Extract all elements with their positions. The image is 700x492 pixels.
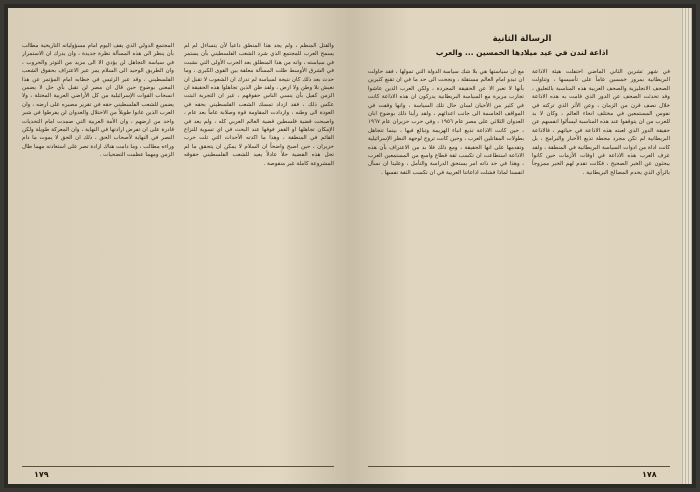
right-column-text-2: مع ان سياستها هي بلا شك سياسة الدولة التي تمولها ، فقد حاولت ان تبدو امام العالم مستقلة ، ونجحت الى حد ما في ان تقنع كثيرين بأنها لا تعبر الا عن الحقيقة المجردة ، ولكن العرب الذين عاشوا تجارب مريرة مع السياسة البريطانية يدركون ان هذه الاذاعة كانت في كثير من الأحيان لسان حال تلك السياسة ، وانها وقفت في المواقف الحاسمة الى جانب اعدائهم ، ولقد رأينا ذلك بوضوح ابان العدوان الثلاثي على مصر عام ١٩٥٦ ، وفي حرب حزيران عام ١٩٦٧ ، حين كانت الاذاعة تذيع انباء الهزيمة وتبالغ فيها ، بينما تتجاهل بطولات المقاتلين العرب ، وحين كانت تروج لوجهة النظر الإسرائيلية وتقدمها على انها الحقيقة ، ومع ذلك فلا بد من الاعتراف بأن هذه الاذاعة استطاعت ان تكسب ثقة قطاع واسع من المستمعين العرب ، وهذا في حد ذاته امر يستحق الدراسة والتأمل ، وعلينا ان نسأل انفسنا لماذا فشلت اذاعاتنا العربية في ان تكسب الثقة نفسها . <box>368 69 524 176</box>
left-page-column-left <box>22 42 174 454</box>
chapter-subtitle: اذاعة لندن في عيد ميلادها الخمسين ... والعرب <box>435 48 609 57</box>
right-footer-rule <box>368 466 670 467</box>
left-footer-rule <box>22 466 334 467</box>
left-column-text-2: المجتمع الدولي الذي يقف اليوم امام مسؤولياته التاريخية مطالب بأن ينظر الى هذه المسألة نظرة جديدة ، وان يدرك ان الاستمرار في سياسة التجاهل لن يؤدي الا الى مزيد من التوتر والحروب ، وان الطريق الوحيد الى السلام يمر عبر الاعتراف بحقوق الشعب الفلسطيني ، وقد عبر الرئيس في خطابه امام المؤتمر عن هذا المعنى بوضوح حين قال ان مصر لن تقبل بأي حل لا يضمن انسحاب القوات الإسرائيلية من كل الأراضي العربية المحتلة ، ولا يضمن للشعب الفلسطيني حقه في تقرير مصيره على ارضه ، وان العرب الذين عانوا طويلاً من الاحتلال والعدوان لن يفرطوا في شبر واحد من ارضهم ، وان الأمة العربية التي صمدت امام التحديات قادرة على ان تفرض ارادتها في النهاية ، وان المعركة طويلة ولكن النصر في النهاية لأصحاب الحق ، ذلك ان الحق لا يموت ما دام وراءه مطالب ، وما دامت هناك ارادة تصر على استعادته مهما طال الزمن ومهما عظمت التضحيات . <box>22 43 174 159</box>
book-spread <box>4 4 696 488</box>
right-page <box>348 8 692 484</box>
left-column-text-1: والقتل المنظم ، ولم يجد هذا المنطق داعياً لأن يتساءل لم لم يسمح العرب للمجتمع الذي شرد الشعب الفلسطيني بأن يستمر في سياسته ، وانه من هذا المنطلق بعد الحرب الأولى التي نشبت في الشرق الأوسط ظلت المسألة معلقة بين القوى الكبرى ، وما حدث بعد ذلك كان نتيجة لسياسة لم تدرك ان الشعوب لا تقبل ان تعيش بلا وطن ولا ارض ، ولقد ظن الذين تجاهلوا هذه الحقيقة ان الزمن كفيل بأن ينسي الناس حقوقهم ، غير ان التجربة اثبتت عكس ذلك ، فقد ازداد تمسك الشعب الفلسطيني بحقه في العودة الى وطنه ، وازدادت المقاومة قوة وصلابة عاماً بعد عام ، واصبحت قضية فلسطين قضية العالم العربي كله ، ولم يعد في الإمكان تجاهلها او القفز فوقها عند البحث في اي تسوية للنزاع القائم في المنطقة ، وهذا ما اكدته الأحداث التي تلت حرب حزيران ، حين اصبح واضحاً ان السلام لا يمكن ان يتحقق ما لم تحل هذه القضية حلاً عادلاً يعيد للشعب الفلسطيني حقوقه المشروعة كاملة غير منقوصة . <box>184 43 334 167</box>
right-page-column-left <box>368 68 524 454</box>
chapter-title: الرسالة الثانية <box>492 34 552 44</box>
left-page <box>8 8 348 484</box>
right-page-column-right <box>532 68 670 454</box>
left-page-column-right <box>184 42 334 454</box>
right-page-number: ١٧٨ <box>642 470 657 479</box>
left-page-number: ١٧٩ <box>34 470 49 479</box>
right-column-text-1: في شهر تشرين الثاني الماضي احتفلت هيئة الاذاعة البريطانية بمرور خمسين عاماً على تأسيسها ، وتناولت الصحف الانجليزية والصحف العربية هذه المناسبة بالتعليق ، وقد تحدثت الصحف عن الدور الذي قامت به هذه الاذاعة خلال نصف قرن من الزمان ، وعن الأثر الذي تركته في نفوس المستمعين في مختلف انحاء العالم ، وكان لا بد للعرب من ان يتوقفوا عند هذه المناسبة ليسألوا انفسهم عن حقيقة الدور الذي لعبته هذه الاذاعة في حياتهم ، فالاذاعة البريطانية لم تكن مجرد محطة تذيع الأخبار والبرامج ، بل كانت اداة من ادوات السياسة البريطانية في المنطقة ، ولقد عرف العرب هذه الاذاعة في اوقات الأزمات حين كانوا يبحثون عن الخبر الصحيح ، فكانت تقدم لهم الخبر ممزوجاً بالرأي الذي يخدم المصالح البريطانية . <box>532 69 670 176</box>
page-edge-stack <box>682 8 692 484</box>
